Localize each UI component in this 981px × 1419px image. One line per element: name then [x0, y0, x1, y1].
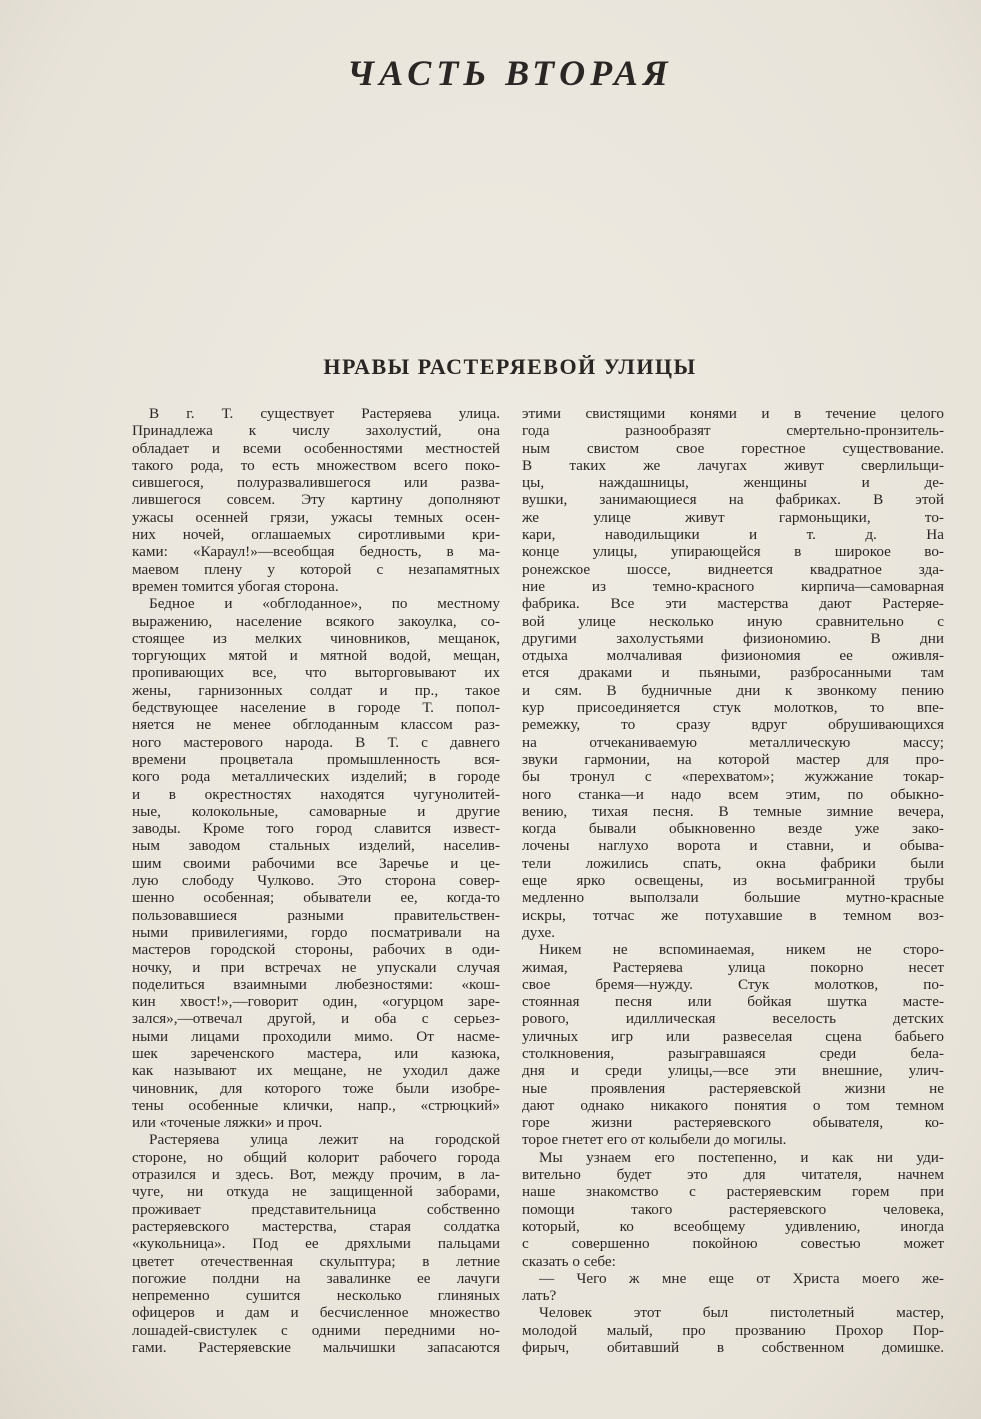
text-line: помощи такого растеряевского человека,: [522, 1200, 944, 1218]
text-line: вению, тихая песня. В темные зимние вечера,: [522, 802, 944, 820]
text-line: вительно будет это для читателя, начнем: [522, 1166, 944, 1184]
text-line: медленно выползали большие мутно-красные: [522, 889, 944, 907]
part-heading: ЧАСТЬ ВТОРАЯ: [347, 53, 673, 93]
text-line: зался»,—отвечал другой, и оба с серьез-: [132, 1010, 500, 1028]
text-line: чиновник, для которого тоже были изобре-: [132, 1079, 500, 1097]
text-line: ется драками и пьяными, разбросанными там: [522, 664, 944, 682]
text-line: Бедное и «обглоданное», по местному: [149, 595, 500, 613]
text-line: В г. Т. существует Растеряева улица.: [149, 405, 500, 422]
text-line: такого рода, то есть множеством всего поко-: [132, 456, 500, 474]
text-line: — Чего ж мне еще от Христа моего же-: [539, 1269, 944, 1287]
text-line: отдыха молчаливая физиономия ее оживля-: [522, 647, 944, 665]
text-line: духе.: [522, 923, 556, 941]
text-line: же улице живут гармоньщики, то-: [522, 508, 944, 526]
text-line: ным свистом свое горестное существование.: [522, 439, 944, 457]
text-line: няется не менее обглоданным классом раз-: [132, 716, 500, 734]
text-line: ками: «Караул!»—всеобщая бедность, в ма-: [132, 543, 500, 561]
paragraph: [522, 405, 944, 941]
text-line: ронежское шоссе, виднеется квадратное зда-: [522, 560, 944, 578]
text-line: шенно особенная; обыватели ее, когда-то: [132, 889, 500, 907]
text-line: шек зареченского мастера, или казюка,: [132, 1044, 500, 1062]
text-line: ными лицами проходили мимо. От насме-: [132, 1027, 500, 1045]
text-line: года разнообразят смертельно-пронзитель-: [522, 422, 944, 440]
text-line: ние из темно-красного кирпича—самоварная: [522, 577, 944, 595]
text-line: стоящее из мелких чиновников, мещанок,: [132, 629, 500, 647]
text-line: горе жизни растеряевского обывателя, ко-: [522, 1114, 944, 1132]
text-line: конце улицы, упирающейся в широкое во-: [522, 543, 944, 561]
text-line: когда бывали обыкновенно везде уже зако-: [522, 820, 944, 838]
text-line: стороне, но общий колорит рабочего города: [132, 1148, 500, 1166]
text-line: маевом плену у которой с незапамятных: [132, 560, 500, 578]
text-line: уличных игр или развеселая сцена бабьего: [522, 1027, 944, 1045]
text-line: Человек этот был пистолетный мастер,: [539, 1304, 944, 1322]
text-line: ного мастерового народа. В Т. с давнего: [132, 733, 500, 751]
text-line: пользовавшиеся разными правительствен-: [132, 906, 500, 924]
text-line: Никем не вспоминаемая, никем не сторо-: [539, 941, 944, 959]
text-line: «кукольница». Под ее дряхлыми пальцами: [132, 1235, 500, 1253]
text-line: жены, гарнизонных солдат и пр., такое: [132, 681, 500, 699]
text-line: или «точеные ляжки» и проч.: [132, 1114, 323, 1132]
text-line: тели ложились спать, окна фабрики были: [522, 854, 944, 872]
text-line: искры, тотчас же потухавшие в темном воз-: [522, 906, 944, 924]
paragraph: [522, 941, 944, 1149]
text-line: ночку, и при встречах не упускали случая: [132, 958, 500, 976]
text-line: них ночей, оглашаемых сиротливыми кри-: [132, 526, 500, 544]
text-line: ными привилегиями, гордо посматривали на: [132, 923, 500, 941]
text-line: лую слободу Чулково. Это сторона совер-: [132, 872, 500, 890]
text-line: наше знакомство с растеряевским горем при: [522, 1183, 944, 1201]
text-line: Мы узнаем его постепенно, и как ни уди-: [539, 1148, 944, 1166]
text-line: на отчеканиваемую металлическую массу;: [522, 733, 944, 751]
paragraph: [522, 1149, 944, 1270]
text-line: звуки гармонии, на которой мастер для про-: [522, 750, 944, 768]
text-line: который, ко всеобщему удивлению, иногда: [522, 1217, 944, 1235]
text-line: вушки, занимающиеся на фабриках. В этой: [522, 491, 944, 509]
text-line: пропивающих все, что выторговывают их: [132, 664, 500, 682]
text-line: В таких же лачугах живут сверлильщи-: [522, 456, 944, 474]
text-line: ные проявления растеряевской жизни не: [522, 1079, 944, 1097]
text-line: этими свистящими конями и в течение целого: [522, 405, 944, 422]
text-line: кари, наводильщики и т. д. На: [522, 526, 944, 544]
text-line: лошадей-свистулек с одними передними но-: [132, 1321, 500, 1339]
text-line: жимая, Растеряева улица покорно несет: [522, 958, 944, 976]
paragraph: [522, 1270, 944, 1305]
text-line: и в окрестностях находятся чугунолитей-: [132, 785, 500, 803]
text-line: еще ярко освещены, из восьмигранной трубы: [522, 872, 944, 890]
text-line: проживает представительница собственно: [132, 1200, 500, 1218]
text-line: торгующих мятой и мятной водой, мещан,: [132, 647, 500, 665]
text-line: непременно сушится несколько глиняных: [132, 1287, 500, 1305]
text-line: гами. Растеряевские мальчишки запасаются: [132, 1339, 500, 1357]
text-line: сившегося, полуразвалившегося или разва-: [132, 474, 500, 492]
text-line: с совершенно покойною совестью может: [522, 1235, 944, 1253]
text-line: поделиться взаимными любезностями: «кош-: [132, 975, 500, 993]
text-line: кого рода металлических изделий; в городе: [132, 768, 500, 786]
text-line: сказать о себе:: [522, 1252, 616, 1270]
text-line: лившегося совсем. Эту картину дополняют: [132, 491, 500, 509]
text-line: погожие полдни на завалинке ее лачуги: [132, 1269, 500, 1287]
text-line: и сям. В будничные дни к звонкому пению: [522, 681, 944, 699]
text-column-left: [132, 405, 500, 1356]
text-line: заводы. Кроме того город славится извест-: [132, 820, 500, 838]
text-line: свое бремя—нужду. Стук молотков, по-: [522, 975, 944, 993]
text-line: ного станка—и надо всем этим, по обыкно-: [522, 785, 944, 803]
text-line: тены особенные клички, напр., «стрюцкий»: [132, 1096, 500, 1114]
text-line: обладает и всеми особенностями местностей: [132, 439, 500, 457]
text-line: ные, колокольные, самоварные и другие: [132, 802, 500, 820]
text-line: офицеров и дам и бесчисленное множество: [132, 1304, 500, 1322]
text-line: времени процветала промышленность вся-: [132, 750, 500, 768]
text-line: другими захолустьями физиономию. В дни: [522, 629, 944, 647]
text-line: дают однако никакого понятия о том темном: [522, 1096, 944, 1114]
text-line: чуге, ни откуда не защищенной заборами,: [132, 1183, 500, 1201]
text-line: лочены наглухо ворота и ставни, и обыва-: [522, 837, 944, 855]
text-line: фирыч, обитавший в собственном домишке.: [522, 1339, 944, 1357]
text-line: цветет отечественная скульптура; в летние: [132, 1252, 500, 1270]
text-line: ным заводом стальных изделий, населив-: [132, 837, 500, 855]
text-line: выражению, население всякого закоулка, со-: [132, 612, 500, 630]
text-line: мастеров городской стороны, рабочих в оди-: [132, 941, 500, 959]
text-line: Принадлежа к числу захолустий, она: [132, 422, 500, 440]
text-line: торое гнетет его от колыбели до могилы.: [522, 1131, 787, 1149]
text-column-right: [522, 405, 944, 1356]
text-line: цы, наждашницы, женщины и де-: [522, 474, 944, 492]
chapter-title: НРАВЫ РАСТЕРЯЕВОЙ УЛИЦЫ: [323, 354, 697, 379]
text-line: времен томится убогая сторона.: [132, 577, 339, 595]
text-line: бы тронул с «перехватом»; жужжание токар-: [522, 768, 944, 786]
text-line: лать?: [522, 1287, 557, 1305]
text-line: шим своими рабочими все Заречье и це-: [132, 854, 500, 872]
text-line: бедствующее население в городе Т. попол-: [132, 699, 500, 717]
text-line: кин хвост!»,—говорит один, «огурцом заре-: [132, 993, 500, 1011]
text-line: вой улице несколько иную сравнительно с: [522, 612, 944, 630]
text-line: отразился и здесь. Вот, между прочим, в ла-: [132, 1166, 500, 1184]
text-line: фабрика. Все эти мастерства дают Растеряе-: [522, 595, 944, 613]
text-line: рового, идиллическая веселость детских: [522, 1010, 944, 1028]
text-line: столкновения, разыгравшаяся среди бела-: [522, 1044, 944, 1062]
text-line: кур присоединяется стук молотков, то впе-: [522, 699, 944, 717]
text-line: растеряевского мастерства, старая солдатка: [132, 1217, 500, 1235]
paragraph: [132, 405, 500, 595]
text-line: Растеряева улица лежит на городской: [149, 1131, 500, 1149]
text-line: ремежку, то сразу вдруг обрушивающихся: [522, 716, 944, 734]
text-line: дня и среди улицы,—все эти внешние, улич-: [522, 1062, 944, 1080]
text-line: молодой малый, про прозванию Прохор Пор-: [522, 1321, 944, 1339]
text-line: ужасы осенней грязи, ужасы темных осен-: [132, 508, 500, 526]
text-line: как называют их мещане, не уходил даже: [132, 1062, 500, 1080]
text-line: стоянная песня или бойкая шутка масте-: [522, 993, 944, 1011]
paragraph: [132, 595, 500, 1131]
paragraph: [132, 1131, 500, 1356]
paragraph: [522, 1304, 944, 1356]
